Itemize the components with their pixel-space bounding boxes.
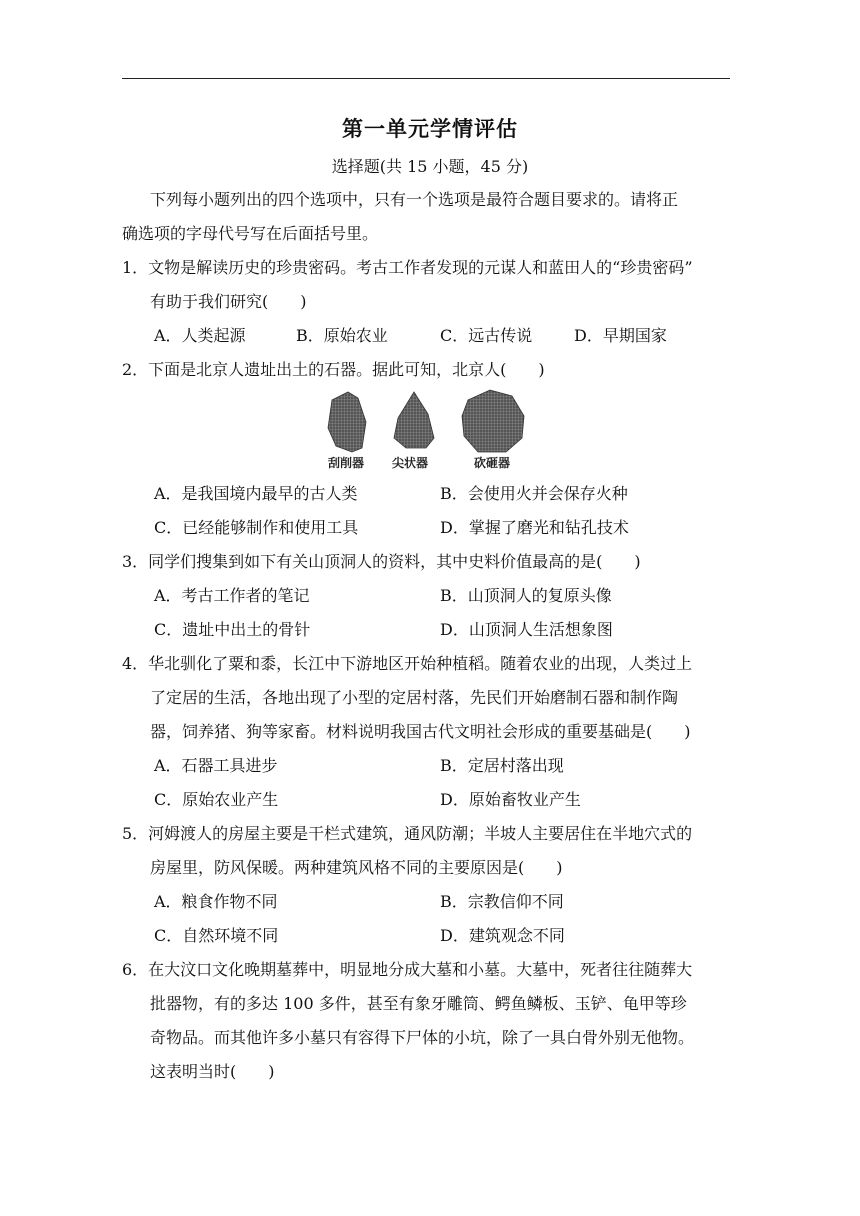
q5-option-d: D．建筑观念不同 [440,926,565,945]
q5-option-c: C．自然环境不同 [154,926,279,945]
q1-option-d: D．早期国家 [574,326,667,345]
page-title: 第一单元学情评估 [342,117,518,141]
pointed-tool [394,392,434,448]
q2-option-a: A．是我国境内最早的古人类 [154,484,358,503]
q1-option-b: B．原始农业 [296,326,388,345]
q4-option-c: C．原始农业产生 [154,790,279,809]
figure-label-pointed: 尖状器 [392,456,429,470]
q2-option-d: D．掌握了磨光和钻孔技术 [440,518,629,537]
q4-option-d: D．原始畜牧业产生 [440,790,581,809]
instruction-line: 确选项的字母代号写在后面括号里。 [122,224,379,243]
question-6-stem: 6．在大汶口文化晚期墓葬中，明显地分成大墓和小墓。大墓中，死者往往随葬大 [122,960,693,979]
q3-option-b: B．山顶洞人的复原头像 [440,586,612,605]
question-6-stem-cont: 奇物品。而其他许多小墓只有容得下尸体的小坑，除了一具白骨外别无他物。 [150,1028,695,1047]
top-rule [122,78,730,79]
question-2-stem: 2．下面是北京人遗址出土的石器。据此可知，北京人( ) [122,360,545,379]
q4-option-b: B．定居村落出现 [440,756,564,775]
instruction-line: 下列每小题列出的四个选项中，只有一个选项是最符合题目要求的。请将正 [150,190,679,209]
question-3-stem: 3．同学们搜集到如下有关山顶洞人的资料，其中史料价值最高的是( ) [122,552,641,571]
q3-option-a: A．考古工作者的笔记 [154,586,310,605]
q1-option-c: C．远古传说 [440,326,533,345]
chopper-tool [462,390,524,452]
q3-option-d: D．山顶洞人生活想象图 [440,620,613,639]
q2-option-b: B．会使用火并会保存火种 [440,484,628,503]
scraper-tool [328,392,366,452]
q3-option-c: C．遗址中出土的骨针 [154,620,311,639]
question-5-stem-cont: 房屋里，防风保暖。两种建筑风格不同的主要原因是( ) [150,858,563,877]
section-subtitle: 选择题(共 15 小题，45 分) [331,157,529,176]
question-4-stem: 4．华北驯化了粟和黍，长江中下游地区开始种植稻。随着农业的出现，人类过上 [122,654,693,673]
question-4-stem-cont: 了定居的生活，各地出现了小型的定居村落，先民们开始磨制石器和制作陶 [150,688,679,707]
question-5-stem: 5．河姆渡人的房屋主要是干栏式建筑，通风防潮；半坡人主要居住在半地穴式的 [122,824,693,843]
question-6-stem-cont: 这表明当时( ) [150,1062,275,1081]
q5-option-b: B．宗教信仰不同 [440,892,564,911]
question-1-stem: 1．文物是解读历史的珍贵密码。考古工作者发现的元谋人和蓝田人的“珍贵密码” [122,258,693,277]
q5-option-a: A．粮食作物不同 [154,892,278,911]
q4-option-a: A．石器工具进步 [154,756,278,775]
figure-label-chopper: 砍砸器 [474,456,511,470]
question-6-stem-cont: 批器物，有的多达 100 多件，甚至有象牙雕筒、鳄鱼鳞板、玉铲、龟甲等珍 [150,994,687,1013]
question-1-stem-cont: 有助于我们研究( ) [150,292,307,311]
q2-option-c: C．已经能够制作和使用工具 [154,518,359,537]
question-4-stem-cont: 器，饲养猪、狗等家畜。材料说明我国古代文明社会形成的重要基础是( ) [150,722,691,741]
q1-option-a: A．人类起源 [154,326,246,345]
figure-label-scraper: 刮削器 [328,456,365,470]
